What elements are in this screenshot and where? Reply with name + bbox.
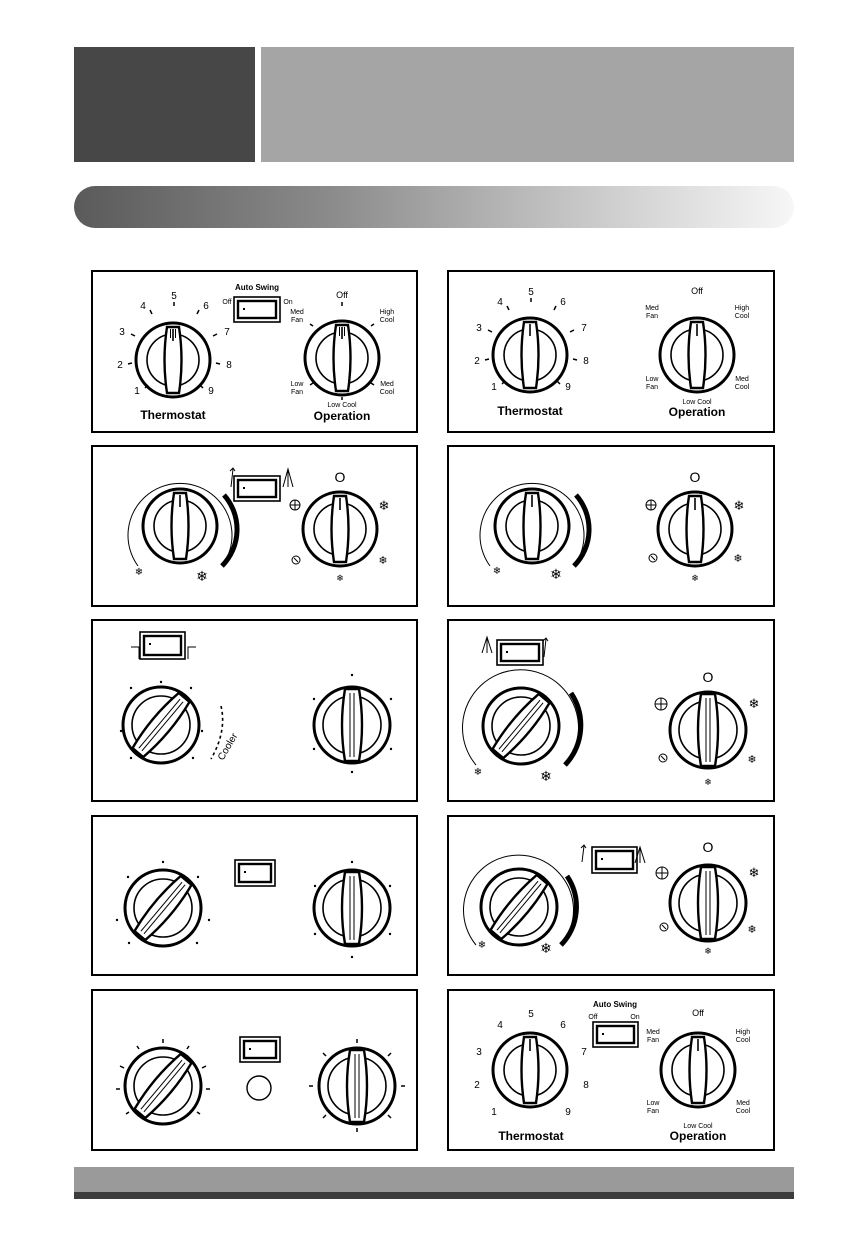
op-high-cool-label-2: Cool [379, 317, 395, 324]
panel-e-svg [93, 621, 420, 804]
mode-knob[interactable] [303, 492, 377, 566]
op-med-fan-label-1: Med [290, 309, 304, 316]
op-med-cool-label-1: Med [735, 376, 749, 383]
panel-b-svg [449, 272, 777, 435]
thermostat-num-1: 1 [491, 1107, 497, 1118]
panel-f-svg [449, 621, 777, 804]
control-panel-thermostat-autoswing [91, 270, 418, 433]
op-low-fan-label-2: Fan [290, 389, 304, 396]
thermostat-num-9: 9 [208, 386, 214, 397]
op-med-fan-label-1: Med [646, 1029, 660, 1036]
thermostat-num-3: 3 [119, 327, 125, 338]
thermostat-num-6: 6 [560, 297, 566, 308]
thermostat-num-8: 8 [583, 1080, 589, 1091]
op-off-label: Off [691, 286, 703, 296]
thermostat-num-2: 2 [474, 1080, 480, 1091]
power-symbol: O [334, 469, 346, 485]
auto-swing-off-label: Off [588, 1014, 598, 1021]
thermostat-num-3: 3 [476, 323, 482, 334]
swing-fan-icon [482, 637, 492, 653]
auto-swing-label: Auto Swing [593, 1000, 637, 1009]
op-high-cool-label-2: Cool [735, 1037, 751, 1044]
fan-icon [649, 554, 657, 562]
thermostat-label: Thermostat [140, 408, 206, 422]
footer-bar [74, 1167, 794, 1199]
swing-switch[interactable] [497, 640, 543, 665]
swing-switch[interactable] [234, 476, 280, 501]
auto-swing-on-label: On [283, 299, 293, 306]
cooler-label: Cooler [216, 731, 241, 763]
fan-icon [660, 923, 668, 931]
thermostat-num-2: 2 [117, 360, 123, 371]
op-med-fan-label-2: Fan [290, 317, 304, 324]
panel-g-svg [93, 817, 420, 978]
operation-knob[interactable] [305, 321, 379, 395]
control-panel-thermostat-basic [447, 270, 775, 433]
operation-knob[interactable] [661, 1033, 735, 1107]
snowflake-icon: ❄ [540, 940, 552, 956]
header-dark-block [74, 47, 255, 162]
thermostat-num-1: 1 [491, 382, 497, 393]
snowflake-icon: ❄ [540, 768, 552, 784]
snowflake-icon: ❄ [196, 568, 208, 584]
fan-icon [656, 867, 668, 879]
panel-h-svg [449, 817, 777, 978]
operation-label: Operation [668, 405, 726, 419]
operation-label: Operation [669, 1129, 727, 1143]
snowflake-icon: ❄ [733, 498, 745, 513]
thermostat-num-5: 5 [528, 287, 534, 298]
snowflake-icon: ❄ [704, 777, 712, 787]
op-off-label: Off [692, 1008, 704, 1018]
control-panel-swing-diagonal-alt [447, 815, 775, 976]
mode-knob[interactable] [658, 492, 732, 566]
fan-icon [290, 500, 300, 510]
snowflake-icon: ❄ [747, 754, 757, 766]
op-low-fan-label-1: Low [646, 1100, 660, 1107]
operation-label: Operation [313, 409, 371, 423]
thermostat-num-1: 1 [134, 386, 140, 397]
op-med-cool-label-2: Cool [735, 1108, 751, 1115]
op-high-cool-label-1: High [735, 1029, 751, 1036]
snowflake-icon: ❄ [378, 498, 390, 513]
snowflake-icon: ❄ [691, 573, 699, 583]
power-symbol: O [702, 669, 714, 685]
auto-swing-label: Auto Swing [235, 283, 279, 292]
op-low-fan-label-1: Low [290, 381, 304, 388]
swing-fan-icon [283, 469, 293, 487]
snowflake-icon: ❄ [747, 924, 757, 936]
op-med-fan-label-1: Med [645, 305, 659, 312]
thermostat-num-9: 9 [565, 1107, 571, 1118]
thermostat-num-7: 7 [581, 323, 587, 334]
cooler-range-arc [574, 495, 589, 566]
temperature-knob[interactable] [483, 688, 559, 764]
swing-up-icon [581, 845, 586, 862]
op-med-cool-label-2: Cool [734, 384, 750, 391]
swing-switch[interactable] [235, 860, 275, 886]
op-med-cool-label-1: Med [736, 1100, 750, 1107]
snowflake-icon: ❄ [473, 767, 483, 778]
snowflake-icon: ❄ [477, 940, 487, 951]
auto-swing-switch[interactable] [234, 297, 280, 322]
panel-c-svg [93, 447, 420, 609]
snowflake-icon: ❄ [733, 553, 743, 565]
control-panel-cooler-switch [91, 619, 418, 802]
fan-icon [659, 754, 667, 762]
fan-icon [655, 698, 667, 710]
op-low-cool-label: Low Cool [683, 1123, 713, 1130]
control-panel-icon-basic [447, 445, 775, 607]
panel-i-svg [93, 991, 420, 1153]
thermostat-knob[interactable] [493, 1033, 567, 1107]
control-panel-thermostat-autoswing-alt [447, 989, 775, 1151]
panel-d-svg [449, 447, 777, 609]
thermostat-num-3: 3 [476, 1047, 482, 1058]
swing-left-icon [131, 647, 139, 659]
snowflake-icon: ❄ [492, 566, 502, 577]
mode-knob[interactable] [670, 865, 746, 941]
op-low-fan-label-2: Fan [646, 1108, 660, 1115]
control-panel-plain-switch [91, 815, 418, 976]
control-panel-icon-switch [91, 445, 418, 607]
temperature-knob[interactable] [125, 870, 201, 946]
op-med-cool-label-1: Med [380, 381, 394, 388]
cooler-range-arc [565, 693, 581, 765]
snowflake-icon: ❄ [134, 567, 144, 578]
op-off-label: Off [336, 290, 348, 300]
op-low-cool-label: Low Cool [327, 402, 357, 409]
auto-swing-off-label: Off [222, 299, 232, 306]
power-symbol: O [689, 469, 701, 485]
mode-knob[interactable] [314, 687, 390, 763]
thermostat-num-7: 7 [581, 1047, 587, 1058]
temperature-knob[interactable] [481, 869, 557, 945]
operation-knob[interactable] [660, 318, 734, 392]
swing-switch[interactable] [240, 1037, 280, 1062]
thermostat-num-5: 5 [528, 1009, 534, 1020]
thermostat-num-6: 6 [203, 301, 209, 312]
control-panel-swing-diagonal [447, 619, 775, 802]
temperature-knob[interactable] [125, 1048, 201, 1124]
thermostat-label: Thermostat [498, 1129, 564, 1143]
thermostat-num-8: 8 [226, 360, 232, 371]
thermostat-num-7: 7 [224, 327, 230, 338]
power-symbol: O [702, 839, 714, 855]
temperature-knob[interactable] [123, 687, 199, 763]
thermostat-num-2: 2 [474, 356, 480, 367]
swing-switch[interactable] [140, 632, 185, 659]
fan-icon [646, 500, 656, 510]
op-high-cool-label-1: High [379, 309, 395, 316]
op-med-fan-label-2: Fan [645, 313, 659, 320]
op-low-fan-label-1: Low [645, 376, 659, 383]
op-med-fan-label-2: Fan [646, 1037, 660, 1044]
thermostat-num-4: 4 [140, 301, 146, 312]
auto-swing-on-label: On [630, 1014, 640, 1021]
mode-knob[interactable] [319, 1048, 395, 1124]
reset-button[interactable] [247, 1076, 271, 1100]
snowflake-icon: ❄ [748, 696, 760, 711]
control-panel-button [91, 989, 418, 1151]
fan-icon [292, 556, 300, 564]
op-med-cool-label-2: Cool [379, 389, 395, 396]
thermostat-label: Thermostat [497, 404, 563, 418]
thermostat-num-4: 4 [497, 1020, 503, 1031]
mode-knob[interactable] [670, 692, 746, 768]
auto-swing-switch[interactable] [593, 1022, 638, 1047]
cooler-range-arc [222, 495, 237, 566]
snowflake-icon: ❄ [748, 865, 760, 880]
header-title-block [261, 47, 794, 162]
panel-j-svg [449, 991, 777, 1153]
op-high-cool-label-1: High [734, 305, 750, 312]
panel-a-svg [93, 272, 420, 435]
mode-knob[interactable] [314, 870, 390, 946]
snowflake-icon: ❄ [550, 566, 562, 582]
op-high-cool-label-2: Cool [734, 313, 750, 320]
thermostat-num-4: 4 [497, 297, 503, 308]
temperature-knob[interactable] [495, 489, 569, 563]
op-low-fan-label-2: Fan [645, 384, 659, 391]
thermostat-num-6: 6 [560, 1020, 566, 1031]
op-low-cool-label: Low Cool [682, 399, 712, 406]
swing-switch[interactable] [592, 847, 637, 873]
thermostat-num-5: 5 [171, 291, 177, 302]
thermostat-num-9: 9 [565, 382, 571, 393]
thermostat-num-8: 8 [583, 356, 589, 367]
section-title-bar [74, 186, 794, 228]
snowflake-icon: ❄ [336, 573, 344, 583]
snowflake-icon: ❄ [378, 555, 388, 567]
snowflake-icon: ❄ [704, 946, 712, 956]
temperature-knob[interactable] [143, 489, 217, 563]
swing-right-icon [188, 647, 196, 659]
